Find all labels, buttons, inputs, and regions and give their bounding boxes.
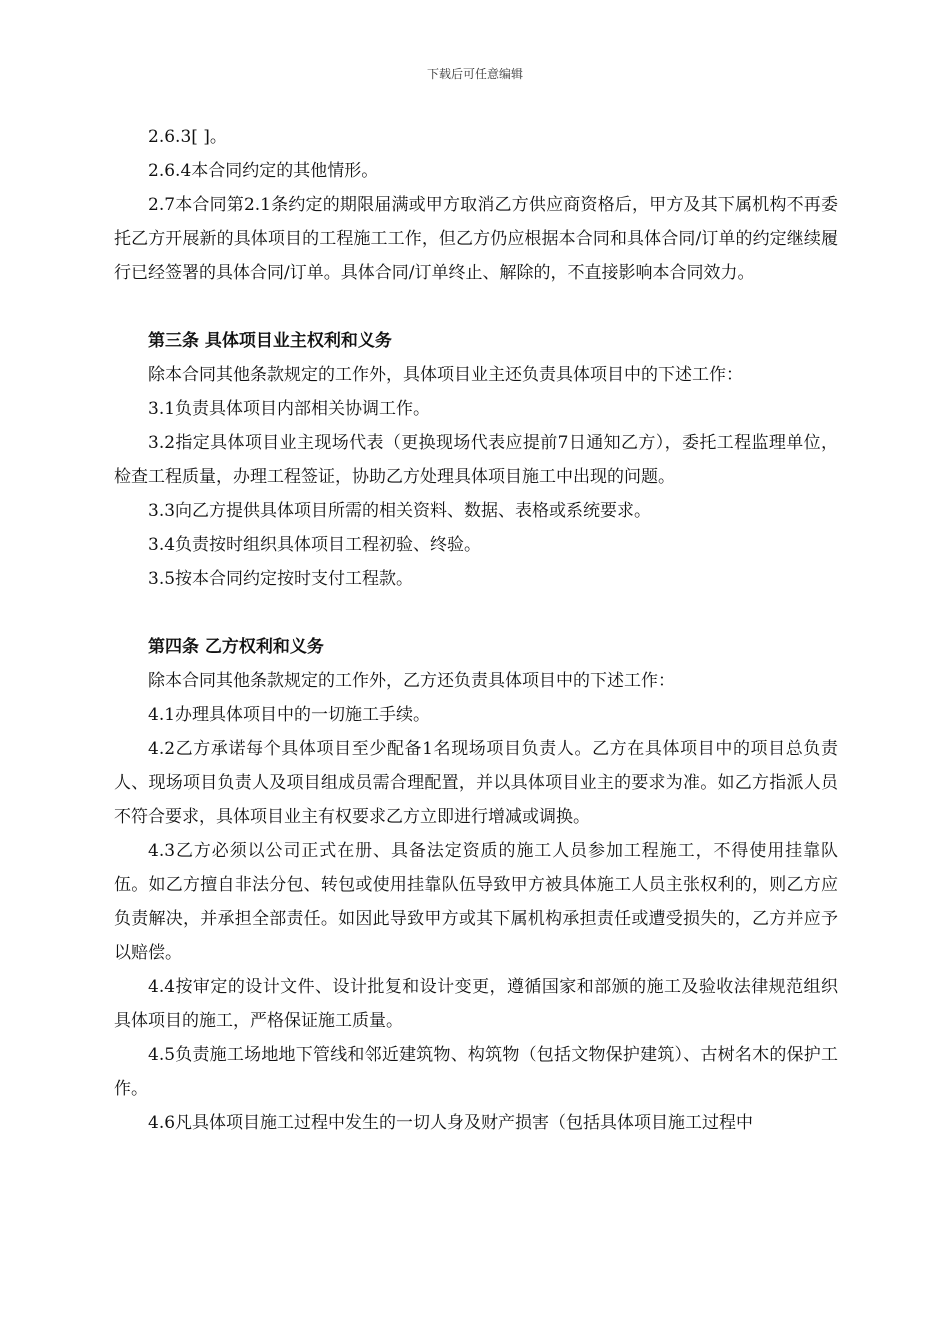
clause-4-6: 4.6凡具体项目施工过程中发生的一切人身及财产损害（包括具体项目施工过程中 — [148, 1113, 754, 1133]
clause-3-1: 3.1负责具体项目内部相关协调工作。 — [148, 399, 431, 419]
document-body — [114, 120, 838, 1140]
section-3-title: 第三条 具体项目业主权利和义务 — [148, 331, 392, 351]
clause-4-3: 4.3乙方必须以公司正式在册、具备法定资质的施工人员参加工程施工，不得使用挂靠队伍。如乙方擅自非法分包、转包或使用挂靠队伍导致甲方被具体施工人员主张权利的，则乙方应负责解决，并承担全部责任。如因此导致甲方或其下属机构承担责任或遭受损失的，乙方并应予以赔偿。 — [114, 841, 838, 963]
clause-4-2: 4.2乙方承诺每个具体项目至少配备1名现场项目负责人。乙方在具体项目中的项目总负责人、现场项目负责人及项目组成员需合理配置，并以具体项目业主的要求为准。如乙方指派人员不符合要求，具体项目业主有权要求乙方立即进行增减或调换。 — [114, 739, 838, 827]
page-header: 下载后可任意编辑 — [426, 67, 523, 81]
clause-3-2: 3.2指定具体项目业主现场代表（更换现场代表应提前7日通知乙方），委托工程监理单位，检查工程质量，办理工程签证，协助乙方处理具体项目施工中出现的问题。 — [114, 433, 838, 487]
section-4-title: 第四条 乙方权利和义务 — [148, 637, 324, 657]
clause-3-5: 3.5按本合同约定按时支付工程款。 — [148, 569, 414, 589]
clause-2-6-4: 2.6.4本合同约定的其他情形。 — [148, 161, 379, 181]
clause-2-7: 2.7本合同第2.1条约定的期限届满或甲方取消乙方供应商资格后，甲方及其下属机构不再委托乙方开展新的具体项目的工程施工工作，但乙方仍应根据本合同和具体合同/订单的约定继续履行已经签署的具体合同/订单。具体合同/订单终止、解除的，不直接影响本合同效力。 — [114, 195, 838, 283]
clause-3-3: 3.3向乙方提供具体项目所需的相关资料、数据、表格或系统要求。 — [148, 501, 652, 521]
clause-4-5: 4.5负责施工场地地下管线和邻近建筑物、构筑物（包括文物保护建筑）、古树名木的保护工作。 — [114, 1045, 838, 1099]
section-4-intro: 除本合同其他条款规定的工作外，乙方还负责具体项目中的下述工作： — [148, 671, 675, 691]
clause-4-4: 4.4按审定的设计文件、设计批复和设计变更，遵循国家和部颁的施工及验收法律规范组织具体项目的施工，严格保证施工质量。 — [114, 977, 838, 1031]
section-spacer — [114, 596, 838, 630]
clause-2-6-3: 2.6.3[ ]。 — [148, 127, 227, 147]
section-spacer — [114, 290, 838, 324]
clause-3-4: 3.4负责按时组织具体项目工程初验、终验。 — [148, 535, 482, 555]
section-3-intro: 除本合同其他条款规定的工作外，具体项目业主还负责具体项目中的下述工作： — [148, 365, 743, 385]
clause-4-1: 4.1办理具体项目中的一切施工手续。 — [148, 705, 431, 725]
